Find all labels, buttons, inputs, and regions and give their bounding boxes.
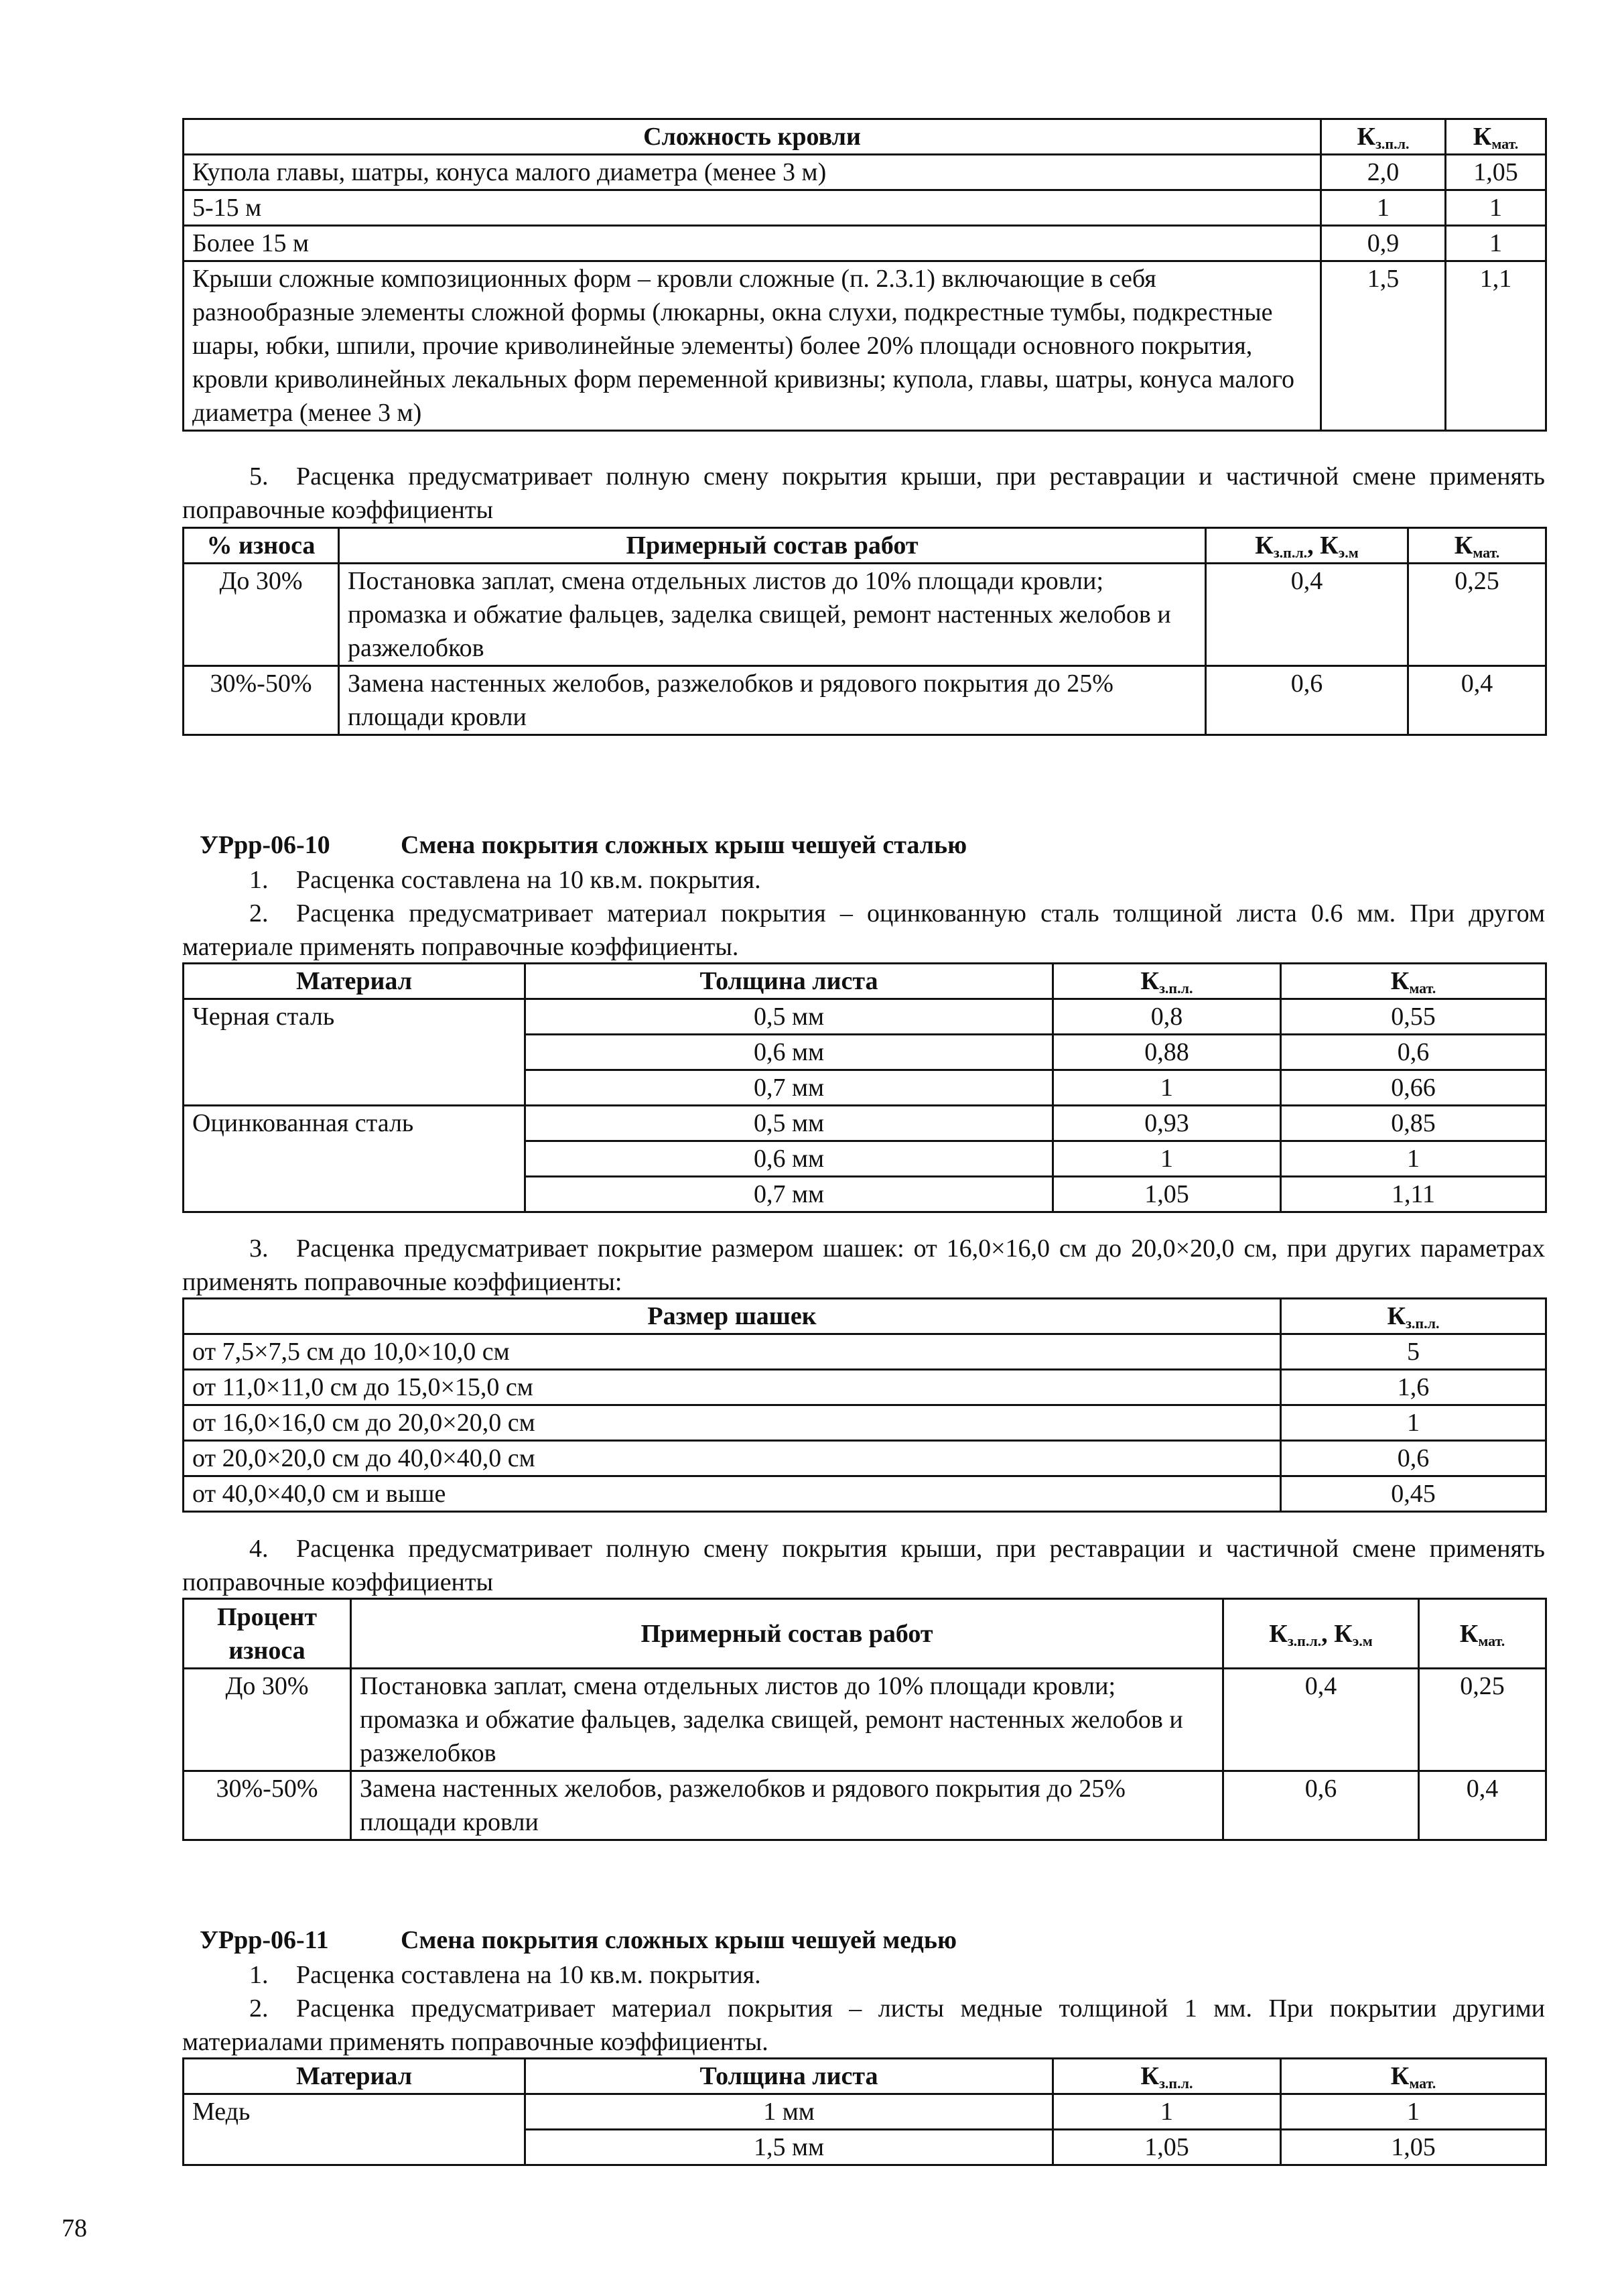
table-row bbox=[184, 2094, 1546, 2130]
table-row bbox=[184, 666, 1546, 735]
row-k-mat: 1 bbox=[1281, 1141, 1546, 1177]
row-wear: До 30% bbox=[184, 1669, 351, 1771]
row-label: Крыши сложные композиционных форм – кровли сложные (п. 2.3.1) включающие в себя разнообразные элементы сложной формы (люкарны, окна слухи, подкрестные тумбы, подкрестные шары, юбки, шпили, прочие криволинейные элементы) более 20% площади основного покрытия, кровли криволинейных лекальных форм переменной кривизны; купола, главы, шатры, конуса малого диаметра (менее 3 м) bbox=[184, 261, 1321, 431]
row-k-zpl: 0,93 bbox=[1053, 1106, 1281, 1141]
table-row bbox=[184, 261, 1546, 431]
steel-material-table bbox=[182, 962, 1547, 1213]
row-k-zpl: 0,4 bbox=[1223, 1669, 1419, 1771]
row-k-mat: 1 bbox=[1446, 190, 1546, 226]
table-row bbox=[184, 1476, 1546, 1512]
header-k-mat: $К_{мат.}$ bbox=[1408, 528, 1546, 564]
header-thickness: Толщина листа bbox=[525, 2059, 1053, 2094]
row-k-mat: 0,85 bbox=[1281, 1106, 1546, 1141]
section1-item-4: 4. Расценка предусматривает полную смену покрытия крыши, при реставрации и частичной смене применять поправочные коэффициенты bbox=[182, 1535, 1545, 1596]
header-k-zpl: $К_{з.п.л.}$ bbox=[1053, 964, 1281, 999]
row-k-zpl: 1,6 bbox=[1281, 1370, 1546, 1405]
header-works: Примерный состав работ bbox=[351, 1599, 1223, 1669]
table-row bbox=[184, 1669, 1546, 1771]
table-row bbox=[184, 1405, 1546, 1441]
table-row bbox=[184, 1441, 1546, 1476]
roof-complexity-table bbox=[182, 118, 1547, 432]
table-header-row bbox=[184, 528, 1546, 564]
row-thickness: 0,6 мм bbox=[525, 1035, 1053, 1070]
header-wear-percent: Процент износа bbox=[184, 1599, 351, 1669]
row-k-zpl: 5 bbox=[1281, 1334, 1546, 1370]
row-thickness: 1 мм bbox=[525, 2094, 1053, 2130]
row-size: от 40,0×40,0 см и выше bbox=[184, 1476, 1281, 1512]
section1-item-2: 2. Расценка предусматривает материал покрытия – оцинкованную сталь толщиной листа 0.6 мм. При другом материале применять поправочные коэффициенты. bbox=[182, 899, 1545, 961]
paragraph-5: 5. Расценка предусматривает полную смену покрытия крыши, при реставрации и частичной смене применять поправочные коэффициенты bbox=[182, 462, 1545, 524]
row-k-mat: 0,66 bbox=[1281, 1070, 1546, 1106]
section-heading-06-11 bbox=[200, 1923, 1473, 1957]
section-heading-06-10 bbox=[200, 828, 1473, 862]
header-k-zpl-em: $К_{з.п.л.}$, $К_{э.м}$ bbox=[1223, 1599, 1419, 1669]
section1-item-1: 1. Расценка составлена на 10 кв.м. покрытия. bbox=[249, 866, 761, 894]
row-thickness: 0,7 мм bbox=[525, 1070, 1053, 1106]
row-size: от 20,0×20,0 см до 40,0×40,0 см bbox=[184, 1441, 1281, 1476]
row-k-mat: 1,1 bbox=[1446, 261, 1546, 431]
row-k-mat: 1 bbox=[1281, 2094, 1546, 2130]
row-wear: До 30% bbox=[184, 564, 339, 666]
header-tile-size: Размер шашек bbox=[184, 1299, 1281, 1334]
header-k-zpl-em: $К_{з.п.л.}$, $К_{э.м}$ bbox=[1206, 528, 1408, 564]
table-row bbox=[184, 1370, 1546, 1405]
row-works: Постановка заплат, смена отдельных листов до 10% площади кровли; промазка и обжатие фальцев, заделка свищей, ремонт настенных желобов и разжелобков bbox=[339, 564, 1206, 666]
tile-size-table bbox=[182, 1297, 1547, 1513]
header-material: Материал bbox=[184, 2059, 525, 2094]
table-row bbox=[184, 999, 1546, 1035]
row-k-zpl: 1 bbox=[1281, 1405, 1546, 1441]
row-label: Более 15 м bbox=[184, 226, 1321, 261]
table-header-row bbox=[184, 1599, 1546, 1669]
table-row bbox=[184, 1771, 1546, 1840]
header-thickness: Толщина листа bbox=[525, 964, 1053, 999]
header-complexity: Сложность кровли bbox=[184, 119, 1321, 155]
header-k-zpl: $К_{з.п.л.}$ bbox=[1053, 2059, 1281, 2094]
row-label: 5-15 м bbox=[184, 190, 1321, 226]
table-row bbox=[184, 1106, 1546, 1141]
row-k-mat: 0,55 bbox=[1281, 999, 1546, 1035]
header-material: Материал bbox=[184, 964, 525, 999]
table-row bbox=[184, 564, 1546, 666]
row-k-zpl: 2,0 bbox=[1321, 155, 1446, 190]
row-thickness: 0,5 мм bbox=[525, 1106, 1053, 1141]
header-wear: % износа bbox=[184, 528, 339, 564]
row-label: Купола главы, шатры, конуса малого диаметра (менее 3 м) bbox=[184, 155, 1321, 190]
header-k-mat: $К_{мат.}$ bbox=[1281, 2059, 1546, 2094]
row-works: Замена настенных желобов, разжелобков и рядового покрытия до 25% площади кровли bbox=[351, 1771, 1223, 1840]
header-works: Примерный состав работ bbox=[339, 528, 1206, 564]
table-header-row bbox=[184, 1299, 1546, 1334]
wear-table-2 bbox=[182, 1598, 1547, 1841]
row-k-zpl: 0,9 bbox=[1321, 226, 1446, 261]
section-code: УРрр-06-11 bbox=[200, 1926, 329, 1954]
row-works: Замена настенных желобов, разжелобков и рядового покрытия до 25% площади кровли bbox=[339, 666, 1206, 735]
row-thickness: 0,6 мм bbox=[525, 1141, 1053, 1177]
header-k-zpl: $К_{з.п.л.}$ bbox=[1281, 1299, 1546, 1334]
row-k-mat: 1,11 bbox=[1281, 1177, 1546, 1212]
row-k-zpl: 1,05 bbox=[1053, 2130, 1281, 2165]
row-k-mat: 1 bbox=[1446, 226, 1546, 261]
table-row bbox=[184, 190, 1546, 226]
table-header-row bbox=[184, 2059, 1546, 2094]
row-material: Оцинкованная сталь bbox=[184, 1106, 525, 1212]
row-thickness: 0,5 мм bbox=[525, 999, 1053, 1035]
table-row bbox=[184, 1334, 1546, 1370]
row-size: от 11,0×11,0 см до 15,0×15,0 см bbox=[184, 1370, 1281, 1405]
copper-material-table bbox=[182, 2057, 1547, 2166]
row-wear: 30%-50% bbox=[184, 1771, 351, 1840]
section2-item-2: 2. Расценка предусматривает материал покрытия – листы медные толщиной 1 мм. При покрытии другими материалами применять поправочные коэффициенты. bbox=[182, 1994, 1545, 2056]
row-works: Постановка заплат, смена отдельных листов до 10% площади кровли; промазка и обжатие фальцев, заделка свищей, ремонт настенных желобов и разжелобков bbox=[351, 1669, 1223, 1771]
row-k-mat: 1,05 bbox=[1446, 155, 1546, 190]
row-k-mat: 0,25 bbox=[1419, 1669, 1546, 1771]
row-size: от 16,0×16,0 см до 20,0×20,0 см bbox=[184, 1405, 1281, 1441]
header-k-zpl: $К_{з.п.л.}$ bbox=[1321, 119, 1446, 155]
row-k-zpl: 0,4 bbox=[1206, 564, 1408, 666]
row-k-zpl: 1 bbox=[1053, 2094, 1281, 2130]
header-k-mat: $К_{мат.}$ bbox=[1419, 1599, 1546, 1669]
row-k-zpl: 0,6 bbox=[1281, 1441, 1546, 1476]
wear-table-1 bbox=[182, 527, 1547, 736]
section1-item-3: 3. Расценка предусматривает покрытие размером шашек: от 16,0×16,0 см до 20,0×20,0 см, при других параметрах применять поправочные коэффициенты: bbox=[182, 1234, 1545, 1296]
table-header-row bbox=[184, 119, 1546, 155]
header-k-mat: $К_{мат.}$ bbox=[1446, 119, 1546, 155]
header-k-mat: $К_{мат.}$ bbox=[1281, 964, 1546, 999]
row-k-mat: 0,25 bbox=[1408, 564, 1546, 666]
table-row bbox=[184, 226, 1546, 261]
section-code: УРрр-06-10 bbox=[200, 831, 330, 859]
row-k-zpl: 0,8 bbox=[1053, 999, 1281, 1035]
row-size: от 7,5×7,5 см до 10,0×10,0 см bbox=[184, 1334, 1281, 1370]
row-k-mat: 0,4 bbox=[1408, 666, 1546, 735]
section-title: Смена покрытия сложных крыш чешуей медью bbox=[401, 1926, 957, 1954]
row-k-mat: 0,4 bbox=[1419, 1771, 1546, 1840]
table-header-row bbox=[184, 964, 1546, 999]
row-k-zpl: 0,6 bbox=[1223, 1771, 1419, 1840]
row-material: Черная сталь bbox=[184, 999, 525, 1106]
row-k-zpl: 0,45 bbox=[1281, 1476, 1546, 1512]
table-row bbox=[184, 155, 1546, 190]
section2-item-1: 1. Расценка составлена на 10 кв.м. покрытия. bbox=[249, 1961, 761, 1989]
row-k-zpl: 1,05 bbox=[1053, 1177, 1281, 1212]
row-thickness: 1,5 мм bbox=[525, 2130, 1053, 2165]
row-k-zpl: 0,6 bbox=[1206, 666, 1408, 735]
row-k-mat: 0,6 bbox=[1281, 1035, 1546, 1070]
row-k-zpl: 0,88 bbox=[1053, 1035, 1281, 1070]
row-k-zpl: 1 bbox=[1321, 190, 1446, 226]
row-thickness: 0,7 мм bbox=[525, 1177, 1053, 1212]
row-k-mat: 1,05 bbox=[1281, 2130, 1546, 2165]
page-number: 78 bbox=[62, 2214, 87, 2242]
row-wear: 30%-50% bbox=[184, 666, 339, 735]
section-title: Смена покрытия сложных крыш чешуей сталью bbox=[401, 831, 967, 859]
row-material: Медь bbox=[184, 2094, 525, 2165]
row-k-zpl: 1,5 bbox=[1321, 261, 1446, 431]
row-k-zpl: 1 bbox=[1053, 1141, 1281, 1177]
row-k-zpl: 1 bbox=[1053, 1070, 1281, 1106]
